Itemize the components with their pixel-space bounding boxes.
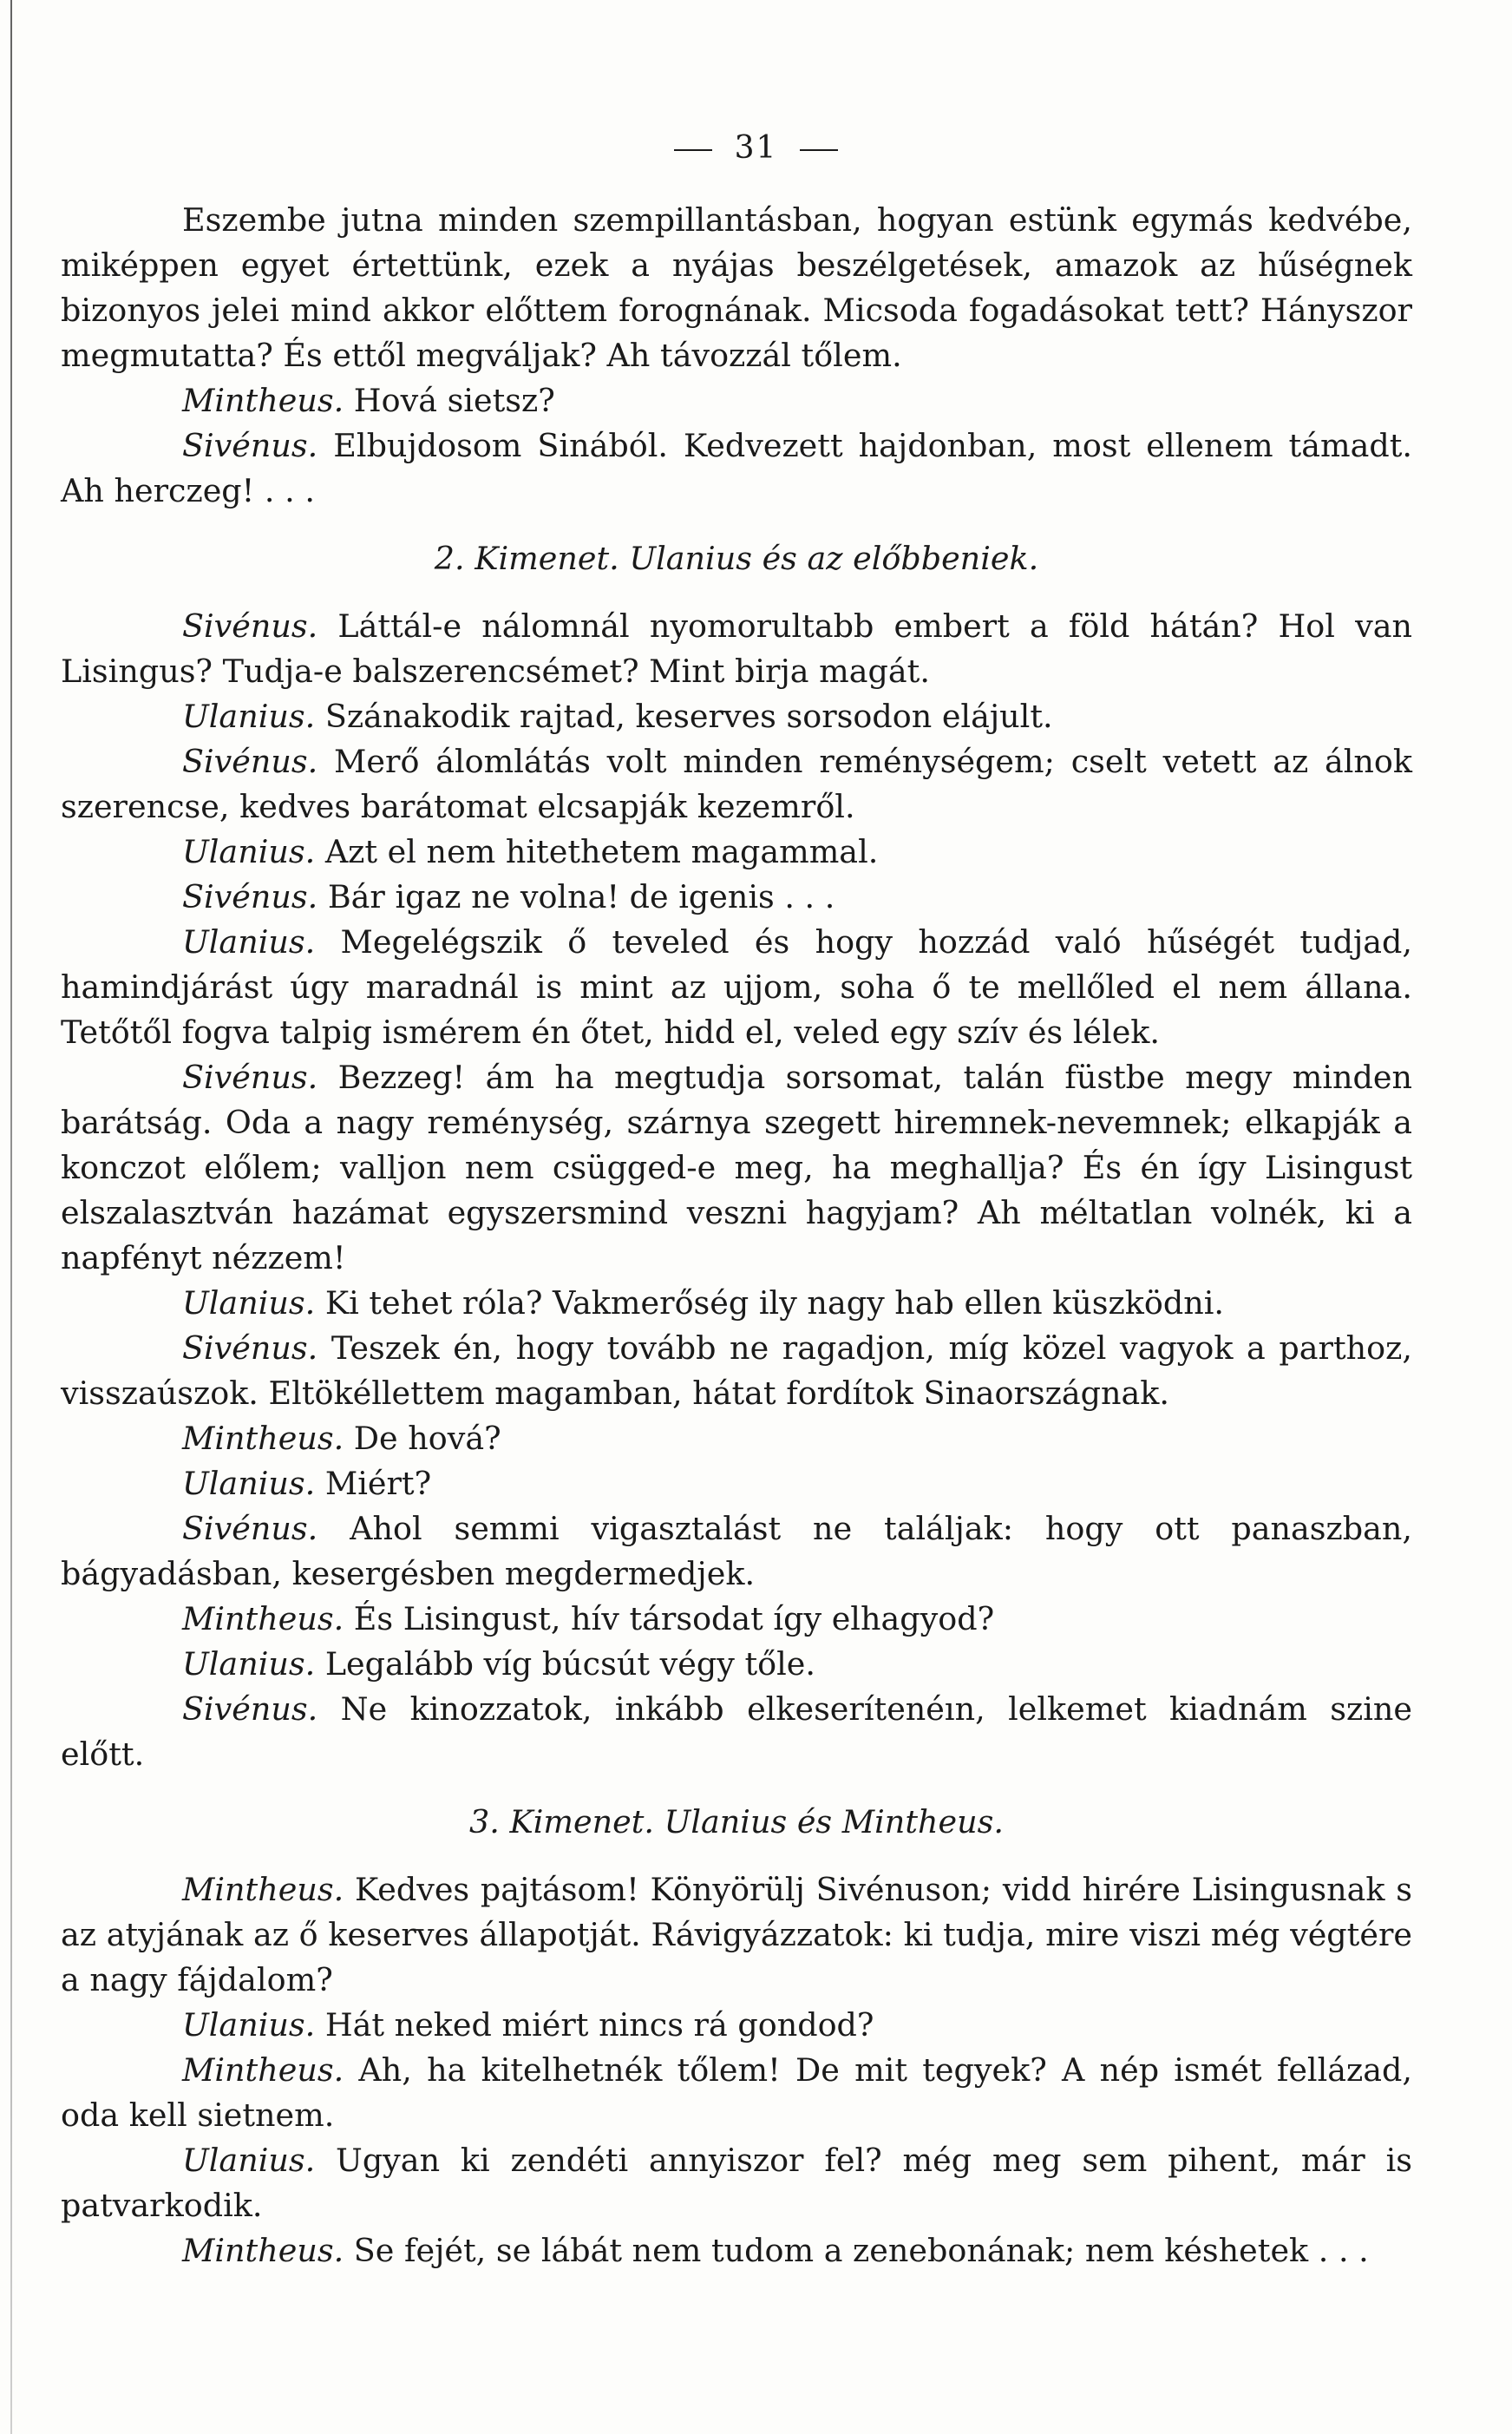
dialogue-line: Sivénus. Ahol semmi vigasztalást ne találjak: hogy ott panaszban, bágyadásban, kesergésben megdermedjek.: [61, 1510, 1412, 1592]
dialogue-line: Sivénus. Láttál-e nálomnál nyomorultabb embert a föld hátán? Hol van Lisingus? Tudja-e balszerencsémet? Mint birja magát.: [61, 607, 1412, 690]
speaker-name: Sivénus.: [182, 427, 318, 464]
speaker-name: Mintheus.: [182, 382, 344, 419]
scene-heading: 2. Kimenet. Ulanius és az előbbeniek.: [434, 540, 1039, 577]
paragraph: Eszembe jutna minden szempillantásban, hogyan estünk egymás kedvébe, miképpen egyet értettünk, ezek a nyájas beszélgetések, amazok az hűségnek bizonyos jelei mind akkor előttem forognának. Micsoda fogadásokat tett? Hányszor megmutatta? És ettől megváljak? Ah távozzál tőlem.: [61, 201, 1412, 374]
dialogue-line: Mintheus. Hová sietsz?: [182, 382, 555, 419]
dialogue-line: Sivénus. Merő álomlátás volt minden reménységem; cselt vetett az álnok szerencse, kedves barátomat elcsapják kezemről.: [61, 743, 1412, 825]
page-number: 31: [0, 130, 1512, 166]
dialogue-line: Sivénus. Bár igaz ne volna! de igenis . . .: [182, 878, 835, 915]
dialogue-line: Ulanius. Azt el nem hitethetem magammal.: [182, 833, 879, 870]
dialogue-line: Sivénus. Ne kinozzatok, inkább elkeserítenéın, lelkemet kiadnám szine előtt.: [61, 1690, 1412, 1773]
dialogue-line: Ulanius. Legalább víg búcsút végy tőle.: [182, 1645, 815, 1683]
dialogue-line: Ulanius. Ugyan ki zendéti annyiszor fel? még meg sem pihent, már is patvarkodik.: [61, 2142, 1412, 2224]
dialogue-line: Ulanius. Szánakodik rajtad, keserves sorsodon elájult.: [182, 698, 1053, 735]
dialogue-line: Ulanius. Miért?: [182, 1465, 432, 1502]
dialogue-line: Ulanius. Hát neked miért nincs rá gondod?: [182, 2006, 874, 2044]
dialogue-line: Sivénus. Bezzeg! ám ha megtudja sorsomat, talán füstbe megy minden barátság. Oda a nagy reménység, szárnya szegett hiremnek-nevemnek; elkapják a konczot előlem; valljon nem csügged-e meg, ha meghallja? És én így Lisingust elszalasztván hazámat egyszersmind veszni hagyjam? Ah méltatlan volnék, ki a napfényt nézzem!: [61, 1059, 1412, 1276]
dialogue-line: Ulanius. Megelégszik ő teveled és hogy hozzád való hűségét tudjad, hamindjárást úgy maradnál is mint az ujjom, soha ő te mellőled el nem állana. Tetőtől fogva talpig ismérem én őtet, hidd el, veled egy szív és lélek.: [61, 923, 1412, 1051]
scene-heading: 3. Kimenet. Ulanius és Mintheus.: [469, 1803, 1004, 1840]
scan-margin-line: [10, 0, 12, 2434]
dialogue-line: Mintheus. Kedves pajtásom! Könyörülj Sivénuson; vidd hirére Lisingusnak s az atyjának az ő keserves állapotját. Rávigyázzatok: ki tudja, mire viszi még végtére a nagy fájdalom?: [61, 1871, 1412, 1998]
dialogue-line: Mintheus. Ah, ha kitelhetnék tőlem! De mit tegyek? A nép ismét fellázad, oda kell sietnem.: [61, 2051, 1412, 2134]
dialogue-line: Mintheus. És Lisingust, hív társodat így elhagyod?: [182, 1600, 995, 1637]
dialogue-line: Mintheus. De hová?: [182, 1420, 501, 1457]
page-body: [61, 198, 1412, 2273]
dialogue-line: Mintheus. Se fejét, se lábát nem tudom a zenebonának; nem késhetek . . .: [182, 2232, 1369, 2269]
dialogue-line: Sivénus. Teszek én, hogy tovább ne ragadjon, míg közel vagyok a parthoz, visszaúszok. Eltökéllettem magamban, hátat fordítok Sinaországnak.: [61, 1329, 1412, 1412]
dialogue-line: Sivénus. Elbujdosom Sinából. Kedvezett hajdonban, most ellenem támadt. Ah herczeg! . . .: [61, 427, 1412, 509]
dialogue-line: Ulanius. Ki tehet róla? Vakmerőség ily nagy hab ellen küszködni.: [182, 1284, 1225, 1322]
